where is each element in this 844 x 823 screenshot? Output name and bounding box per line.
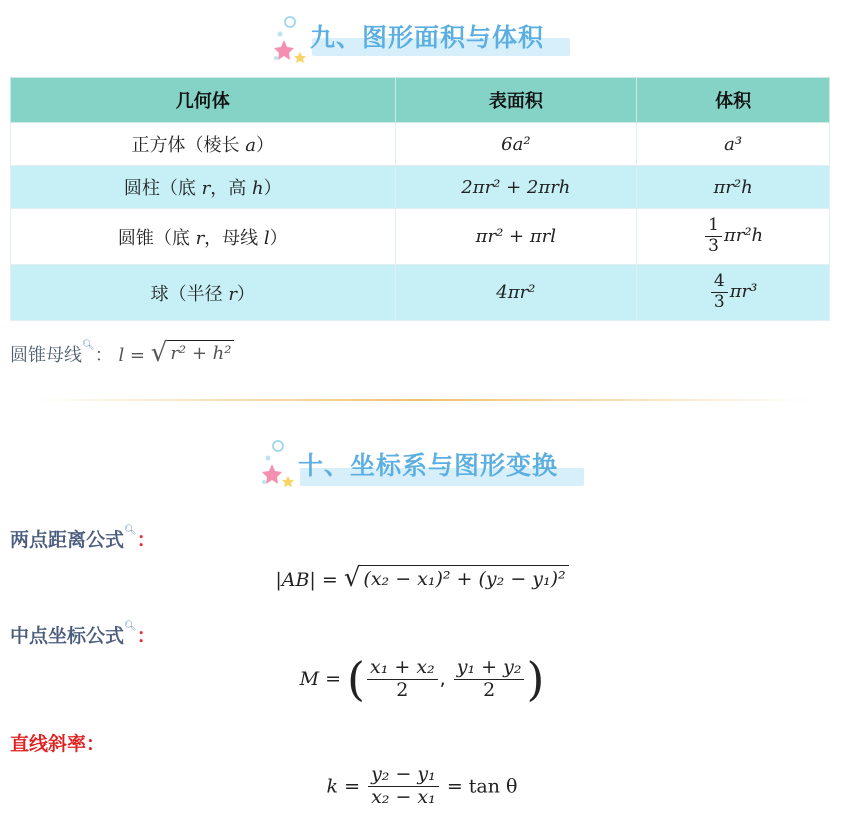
section-10-header <box>0 434 844 494</box>
volume-cell: $\frac{4}{3}$ πr³ <box>637 265 830 321</box>
cone-generatrix-link[interactable]: 圆锥母线 <box>10 345 82 366</box>
section-divider <box>30 399 814 401</box>
header-shape: 几何体 <box>11 78 396 123</box>
shape-cell: 圆柱（底 r，高 h） <box>11 166 396 209</box>
stars-decoration-icon <box>258 438 302 490</box>
search-icon[interactable]: 🔍︎ <box>124 525 137 536</box>
table-row <box>11 166 830 209</box>
slope-heading: 直线斜率： <box>10 733 106 755</box>
midpoint-formula: M = ( $\frac{\text{x₁ + x₂}}{2}$ , $\frac{\text{y₁ + y₂}}{2}$ ) <box>299 652 545 706</box>
section-9-header <box>0 8 844 68</box>
volume-cell: a³ <box>637 123 830 166</box>
cone-generatrix-formula: 圆锥母线🔍︎： l = √ r² + h² <box>10 340 234 367</box>
table-row <box>11 123 830 166</box>
shape-cell: 球（半径 r） <box>11 265 396 321</box>
midpoint-heading: 中点坐标公式🔍︎： <box>10 621 156 647</box>
section-9-title: 九、图形面积与体积 <box>310 23 545 52</box>
surface-cell: 2πr² + 2πrh <box>395 166 637 209</box>
section-10-title: 十、坐标系与图形变换 <box>298 451 559 480</box>
table-row <box>11 265 830 321</box>
volume-cell: πr²h <box>637 166 830 209</box>
header-surface-area: 表面积 <box>395 78 637 123</box>
midpoint-link[interactable]: 中点坐标公式 <box>10 625 125 647</box>
shape-cell: 圆锥（底 r，母线 l） <box>11 209 396 265</box>
header-volume: 体积 <box>637 78 830 123</box>
slope-formula: k = $\frac{\text{y₂ − y₁}}{\text{x₂ − x₁}}$ = tan θ <box>326 763 518 808</box>
table-header-row <box>11 78 830 123</box>
search-icon[interactable]: 🔍︎ <box>124 621 137 632</box>
surface-cell: 4πr² <box>395 265 637 321</box>
stars-decoration-icon <box>270 14 314 66</box>
table-row <box>11 209 830 265</box>
distance-formula: |AB| = √ (x₂ − x₁)² + (y₂ − y₁)² <box>0 565 844 591</box>
volume-cell: $\frac{1}{3}$ πr²h <box>637 209 830 265</box>
shape-cell: 正方体（棱长 a） <box>11 123 396 166</box>
distance-heading: 两点距离公式🔍︎： <box>10 525 156 551</box>
distance-link[interactable]: 两点距离公式 <box>10 529 125 551</box>
surface-cell: πr² + πrl <box>395 209 637 265</box>
geometry-table <box>10 77 830 321</box>
surface-cell: 6a² <box>395 123 637 166</box>
search-icon[interactable]: 🔍︎ <box>82 340 95 351</box>
